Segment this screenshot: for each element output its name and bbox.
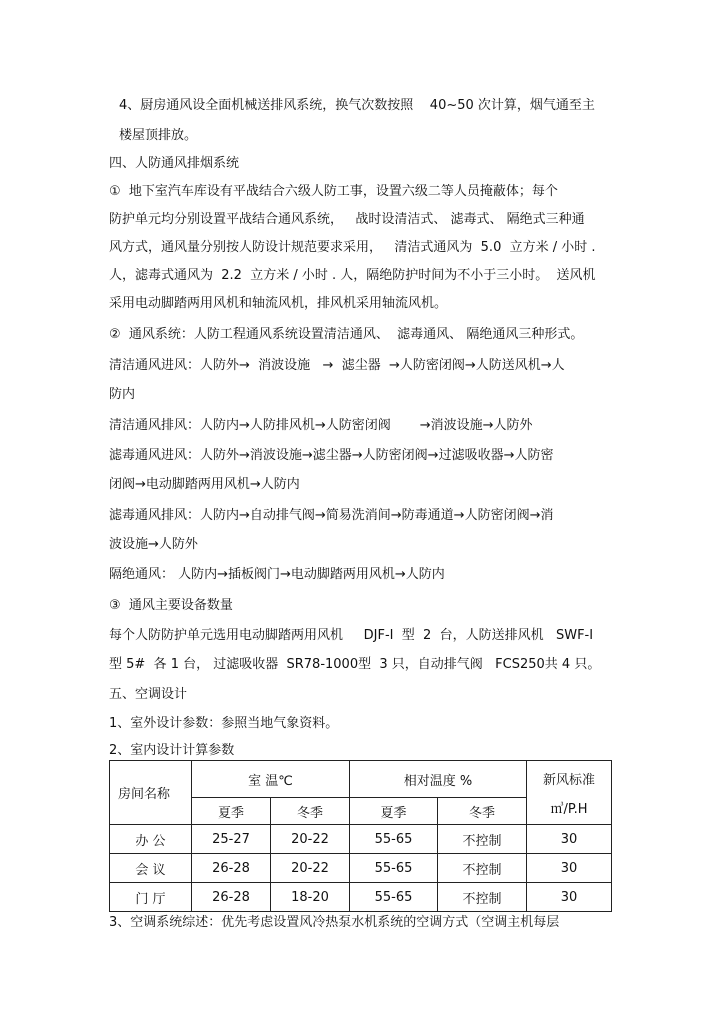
cell-room-name: 门 厅 xyxy=(110,883,192,912)
cell-hum-winter: 不控制 xyxy=(438,883,527,912)
text-line: 型 5# 各 1 台， 过滤吸收器 SR78-1000型 3 只，自动排气阀 FCS250共 4 只。 xyxy=(109,657,601,672)
text-line: 4、厨房通风设全面机械送排风系统，换气次数按照 40~50 次计算，烟气通至主 xyxy=(119,98,595,113)
text-line: 每个人防防护单元选用电动脚踏两用风机 DJF-I 型 2 台，人防送排风机 SWF-I xyxy=(109,628,594,643)
text-line: 采用电动脚踏两用风机和轴流风机，排风机采用轴流风机。 xyxy=(109,296,448,311)
text-line: 防内 xyxy=(109,387,136,402)
header-humidity: 相对温度 % xyxy=(350,761,527,798)
cell-fresh-air: 30 xyxy=(527,825,612,854)
text-line: ② 通风系统：人防工程通风系统设置清洁通风、 滤毒通风、 隔绝通风三种形式。 xyxy=(109,327,584,342)
cell-hum-summer: 55-65 xyxy=(350,825,438,854)
section-heading: 五、空调设计 xyxy=(109,687,188,702)
header-fresh-air xyxy=(527,761,612,825)
text-line: 滤毒通风进风：人防外→消波设施→滤尘器→人防密闭阀→过滤吸收器→人防密 xyxy=(109,448,554,463)
cell-temp-winter: 20-22 xyxy=(271,854,350,883)
text-line: 波设施→人防外 xyxy=(109,537,198,552)
cell-hum-winter: 不控制 xyxy=(438,854,527,883)
table-header-row xyxy=(110,761,612,798)
text-line: 1、室外设计参数：参照当地气象资料。 xyxy=(109,716,339,731)
cell-fresh-air: 30 xyxy=(527,854,612,883)
text-line: 隔绝通风： 人防内→插板阀门→电动脚踏两用风机→人防内 xyxy=(109,567,445,582)
header-fresh-air-label: 新风标准 xyxy=(543,772,596,788)
text-line: 楼屋顶排放。 xyxy=(119,128,198,143)
header-temp-summer: 夏季 xyxy=(192,798,271,825)
text-line: 人，滤毒式通风为 2.2 立方米 / 小时 . 人，隔绝防护时间为不小于三小时。 送风机 xyxy=(109,268,596,283)
cell-hum-summer: 55-65 xyxy=(350,883,438,912)
cell-room-name: 会 议 xyxy=(110,854,192,883)
cell-temp-summer: 26-28 xyxy=(192,854,271,883)
text-line: 滤毒通风排风：人防内→自动排气阀→简易洗消间→防毒通道→人防密闭阀→消 xyxy=(109,508,554,523)
text-line: 清洁通风排风：人防内→人防排风机→人防密闭阀 →消波设施→人防外 xyxy=(109,418,533,433)
text-line: 2、室内设计计算参数 xyxy=(109,743,235,758)
section-heading: ③ 通风主要设备数量 xyxy=(109,598,233,613)
cell-temp-winter: 18-20 xyxy=(271,883,350,912)
text-line: 3、空调系统综述：优先考虑设置风冷热泵水机系统的空调方式（空调主机每层 xyxy=(109,915,560,930)
cell-temp-summer: 25-27 xyxy=(192,825,271,854)
text-line: ① 地下室汽车库设有平战结合六级人防工事，设置六级二等人员掩蔽体；每个 xyxy=(109,184,558,199)
cell-temp-winter: 20-22 xyxy=(271,825,350,854)
section-heading: 四、人防通风排烟系统 xyxy=(109,156,240,171)
cell-hum-summer: 55-65 xyxy=(350,854,438,883)
table-row xyxy=(110,883,612,912)
header-hum-winter: 冬季 xyxy=(438,798,527,825)
header-hum-summer: 夏季 xyxy=(350,798,438,825)
indoor-design-parameters-table xyxy=(109,760,612,912)
cell-temp-summer: 26-28 xyxy=(192,883,271,912)
header-fresh-air-unit: ㎥/P.H xyxy=(550,801,588,817)
cell-room-name: 办 公 xyxy=(110,825,192,854)
header-room-name: 房间名称 xyxy=(110,761,192,825)
header-temp-winter: 冬季 xyxy=(271,798,350,825)
text-line: 清洁通风进风：人防外→ 消波设施 → 滤尘器 →人防密闭阀→人防送风机→人 xyxy=(109,358,565,373)
table-row xyxy=(110,825,612,854)
cell-hum-winter: 不控制 xyxy=(438,825,527,854)
table-row xyxy=(110,854,612,883)
cell-fresh-air: 30 xyxy=(527,883,612,912)
text-line: 闭阀→电动脚踏两用风机→人防内 xyxy=(109,477,300,492)
header-room-temp: 室 温℃ xyxy=(192,761,350,798)
text-line: 风方式，通风量分别按人防设计规范要求采用， 清洁式通风为 5.0 立方米 / 小时 . xyxy=(109,240,596,255)
text-line: 防护单元均分别设置平战结合通风系统， 战时设清洁式、 滤毒式、 隔绝式三种通 xyxy=(109,212,585,227)
